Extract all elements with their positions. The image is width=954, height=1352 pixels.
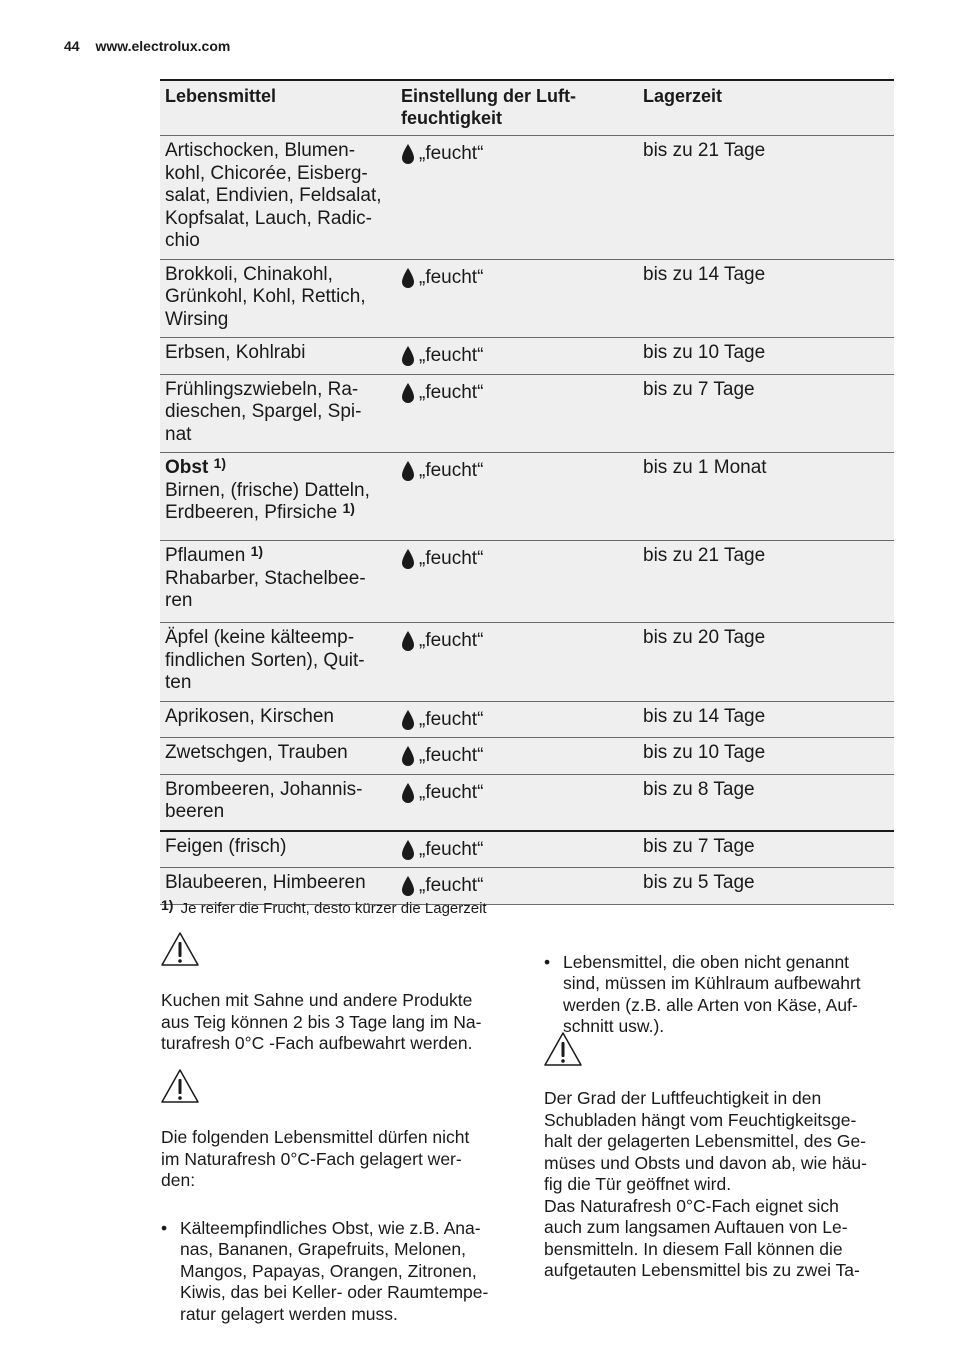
page-number: 44 <box>64 38 80 54</box>
humidity-setting: „feucht“ <box>419 838 484 860</box>
table-row <box>160 453 894 541</box>
storage-time-cell: bis zu 1 Monat <box>643 457 767 478</box>
humidity-setting: „feucht“ <box>419 381 484 403</box>
food-cell <box>160 260 398 338</box>
water-drop-icon <box>401 267 415 289</box>
cake-storage-note: Kuchen mit Sahne und andere Produkte aus Teig können 2 bis 3 Tage lang im Na- turafresh 0°C -Fach aufbewahrt werden. <box>161 990 482 1053</box>
table-row <box>160 775 894 832</box>
food-cell <box>160 702 398 738</box>
storage-time-cell: bis zu 7 Tage <box>643 835 755 857</box>
warning-triangle-icon <box>543 1031 583 1067</box>
food-cell <box>160 623 398 701</box>
humidity-setting: „feucht“ <box>419 630 484 651</box>
storage-time-cell: bis zu 8 Tage <box>643 778 755 800</box>
humidity-cell <box>398 338 639 374</box>
storage-time-cell: bis zu 21 Tage <box>643 140 766 161</box>
header-humidity: Einstellung der Luft- feuchtigkeit <box>401 86 576 128</box>
water-drop-icon <box>401 143 415 165</box>
storage-time-cell: bis zu 10 Tage <box>643 742 766 763</box>
humidity-cell <box>398 775 639 830</box>
food-name: Pflaumen <box>165 545 246 566</box>
humidity-setting: „feucht“ <box>419 781 484 803</box>
humidity-setting: „feucht“ <box>419 745 484 766</box>
humidity-setting: „feucht“ <box>419 708 484 730</box>
warning-triangle-icon <box>160 1068 200 1104</box>
category-label: Obst <box>165 457 209 478</box>
humidity-explanation: Der Grad der Luftfeuchtigkeit in den Schubladen hängt vom Feuchtigkeitsge- halt der gelagerten Lebensmittel, des Ge- müses und Obsts und davon ab, wie häu- fig die Tür geöffnet wird. Das Naturafresh 0°C-Fach eignet sich auch zum langsamen Auftauen von Le- bensmitteln. In diesem Fall können die aufgetauten Lebensmittel bis zu zwei Ta- <box>544 1088 867 1280</box>
food-name: Blaubeeren, Himbeeren <box>165 872 366 893</box>
footnote-mark: 1) <box>250 543 264 559</box>
water-drop-icon <box>401 382 415 404</box>
table-header-row <box>160 81 894 136</box>
table-row <box>160 260 894 339</box>
list-item: • Kälteempfindliches Obst, wie z.B. Ana- nas, Bananen, Grapefruits, Melonen, Mangos, Papayas, Orangen, Zitronen, Kiwis, das bei Keller- oder Raumtempe- ratur gelagert werden muss. <box>161 1218 488 1326</box>
website-url: www.electrolux.com <box>95 38 231 54</box>
water-drop-icon <box>401 875 415 897</box>
water-drop-icon <box>401 782 415 804</box>
footnote-mark: 1) <box>161 897 174 913</box>
table-row <box>160 832 894 869</box>
food-name: Zwetschgen, Trauben <box>165 742 348 763</box>
humidity-setting: „feucht“ <box>419 548 484 569</box>
header-food: Lebensmittel <box>165 86 277 106</box>
humidity-setting: „feucht“ <box>419 875 484 896</box>
food-name: Feigen (frisch) <box>165 835 287 857</box>
footnote-mark: 1) <box>213 455 227 471</box>
table-row <box>160 623 894 702</box>
table-footnote <box>161 897 487 917</box>
food-name: Erbsen, Kohlrabi <box>165 342 306 363</box>
page-header <box>64 38 230 54</box>
humidity-cell <box>398 738 639 774</box>
prohibited-foods-list <box>161 1196 488 1347</box>
storage-time-cell: bis zu 5 Tage <box>643 872 755 893</box>
food-cell <box>160 338 398 374</box>
humidity-cell <box>398 623 639 701</box>
table-row <box>160 541 894 623</box>
food-name: Aprikosen, Kirschen <box>165 705 334 727</box>
table-row <box>160 375 894 454</box>
humidity-cell <box>398 832 639 868</box>
storage-time-cell: bis zu 14 Tage <box>643 263 766 285</box>
humidity-setting: „feucht“ <box>419 143 484 164</box>
water-drop-icon <box>401 745 415 767</box>
storage-time-cell: bis zu 10 Tage <box>643 342 766 363</box>
water-drop-icon <box>401 839 415 861</box>
water-drop-icon <box>401 709 415 731</box>
food-name: Äpfel (keine kälteemp- findlichen Sorten), Quit- ten <box>165 627 365 693</box>
water-drop-icon <box>401 548 415 570</box>
food-name: Brombeeren, Johannis- beeren <box>165 778 363 822</box>
water-drop-icon <box>401 460 415 482</box>
water-drop-icon <box>401 345 415 367</box>
footnote-text: Je reifer die Frucht, desto kürzer die Lagerzeit <box>180 900 487 917</box>
table-row <box>160 738 894 775</box>
prohibited-foods-intro: Die folgenden Lebensmittel dürfen nicht im Naturafresh 0°C-Fach gelagert wer- den: <box>161 1127 470 1190</box>
food-name: Birnen, (frische) Datteln, Erdbeeren, Pfirsiche <box>165 479 370 523</box>
humidity-setting: „feucht“ <box>419 460 484 481</box>
footnote-mark: 1) <box>342 500 355 516</box>
list-item: • Lebensmittel, die oben nicht genannt sind, müssen im Kühlraum aufbewahrt werden (z.B. alle Arten von Käse, Auf- schnitt usw.). <box>544 952 861 1038</box>
humidity-cell <box>398 375 639 453</box>
water-drop-icon <box>401 630 415 652</box>
other-foods-list <box>544 930 861 1059</box>
storage-time-cell: bis zu 21 Tage <box>643 545 766 566</box>
food-cell <box>160 375 398 453</box>
storage-time-cell: bis zu 20 Tage <box>643 627 766 648</box>
header-storage-time: Lagerzeit <box>643 86 723 106</box>
humidity-cell <box>398 260 639 338</box>
food-cell <box>160 738 398 774</box>
table-row <box>160 136 894 260</box>
food-name: Brokkoli, Chinakohl, Grünkohl, Kohl, Rettich, Wirsing <box>165 263 366 330</box>
warning-triangle-icon <box>160 931 200 967</box>
humidity-cell <box>398 136 639 259</box>
food-name: Frühlingszwiebeln, Ra- dieschen, Spargel, Spi- nat <box>165 378 362 445</box>
humidity-cell <box>398 541 639 622</box>
food-name: Rhabarber, Stachelbee- ren <box>165 567 366 611</box>
table-row <box>160 702 894 739</box>
food-cell <box>160 136 398 259</box>
food-cell <box>160 775 398 830</box>
humidity-cell <box>398 868 639 904</box>
food-cell <box>160 832 398 868</box>
storage-time-cell: bis zu 14 Tage <box>643 705 766 727</box>
table-row <box>160 338 894 375</box>
humidity-setting: „feucht“ <box>419 266 484 288</box>
humidity-setting: „feucht“ <box>419 345 484 366</box>
food-cell <box>160 541 398 622</box>
food-name: Artischocken, Blumen- kohl, Chicorée, Eisberg- salat, Endivien, Feldsalat, Kopfsalat, Lauch, Radic- chio <box>165 140 382 251</box>
food-cell <box>160 868 398 904</box>
food-cell <box>160 453 398 540</box>
storage-table <box>160 79 894 905</box>
humidity-cell <box>398 453 639 540</box>
humidity-cell <box>398 702 639 738</box>
storage-time-cell: bis zu 7 Tage <box>643 378 755 400</box>
